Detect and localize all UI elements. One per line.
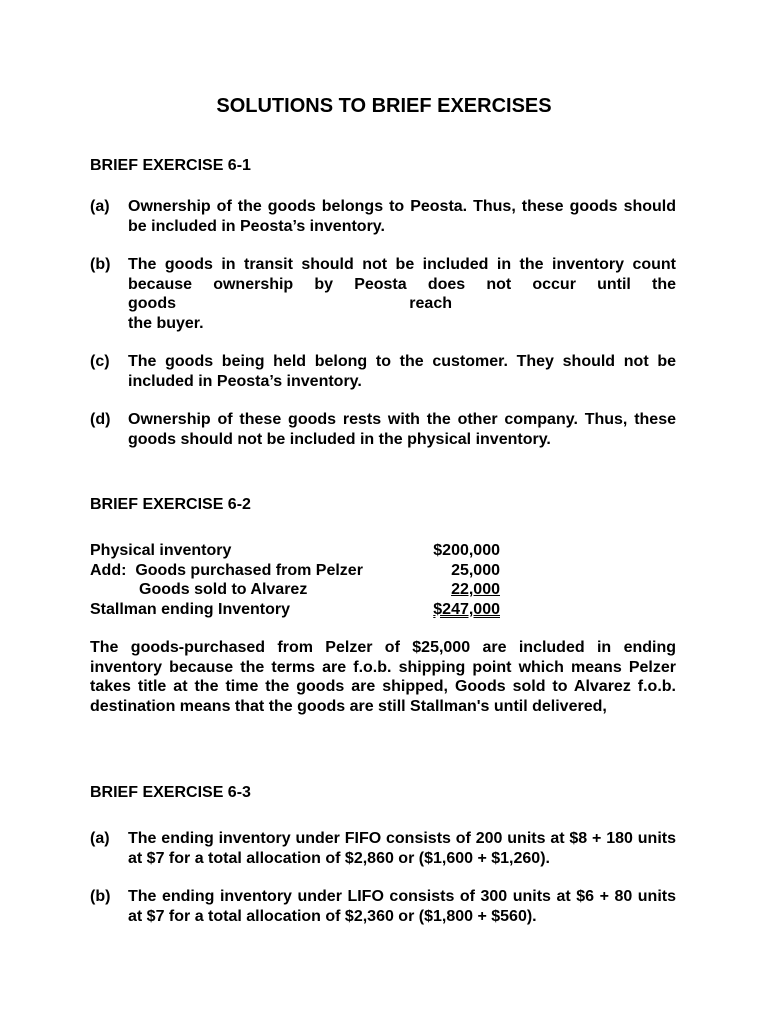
- item-text: The ending inventory under FIFO consists of 200 units at $8 + 180 units at $7 for a total allocation of $2,860 or ($1,600 + $1,260).: [128, 830, 676, 867]
- table-row: [90, 541, 500, 561]
- item-text: Ownership of these goods rests with the other company. Thus, these goods should not be included in the physical inventory.: [128, 411, 676, 448]
- exercise-6-3-heading: BRIEF EXERCISE 6-3: [90, 784, 251, 801]
- exercise-6-1-item-d: [90, 410, 676, 449]
- exercise-6-1-item-a: [90, 197, 676, 236]
- table-row: [90, 600, 500, 620]
- item-label: (b): [90, 256, 111, 273]
- row-amount: $200,000: [433, 542, 500, 559]
- item-text-wrap: [128, 255, 676, 333]
- exercise-6-2-heading: BRIEF EXERCISE 6-2: [90, 496, 251, 513]
- exercise-6-1-item-c: [90, 352, 676, 391]
- item-text: The ending inventory under LIFO consists of 300 units at $6 + 80 units at $7 for a total allocation of $2,360 or ($1,800 + $560).: [128, 888, 676, 925]
- page-title: SOLUTIONS TO BRIEF EXERCISES: [216, 95, 552, 117]
- item-text-continued: the buyer.: [128, 314, 204, 332]
- exercise-6-2-explanation: The goods-purchased from Pelzer of $25,000 are included in ending inventory because the terms are f.o.b. shipping point which means Pelzer takes title at the time the goods are shipped, Goods sold to Alvarez f.o.b. destination means that the goods are still Stallman's until delivered,: [90, 639, 676, 715]
- exercise-6-3-item-a: [90, 829, 676, 868]
- table-row: [90, 580, 500, 600]
- inventory-table: [90, 541, 500, 619]
- row-label: Stallman ending Inventory: [90, 600, 291, 618]
- row-amount: [390, 600, 500, 620]
- table-row: [90, 561, 500, 581]
- item-label: (a): [90, 830, 110, 847]
- double-underlined-amount: $247,000: [433, 600, 500, 618]
- item-text-tail: goods reach: [128, 295, 452, 312]
- row-amount: 25,000: [451, 561, 500, 579]
- row-label: Physical inventory: [90, 542, 232, 559]
- row-amount: [390, 580, 500, 600]
- item-text: The goods in transit should not be included in the inventory count because ownership by Peosta does not occur until the goods reach: [128, 256, 676, 312]
- exercise-6-1-heading: BRIEF EXERCISE 6-1: [90, 157, 251, 174]
- row-label: Goods sold to Alvarez: [139, 581, 308, 598]
- item-text: The goods being held belong to the customer. They should not be included in Peosta’s inventory.: [128, 353, 676, 390]
- item-label: (d): [90, 411, 111, 428]
- item-label: (a): [90, 198, 110, 215]
- exercise-6-3-item-b: [90, 887, 676, 926]
- row-label: Add: Goods purchased from Pelzer: [90, 561, 363, 579]
- item-text: Ownership of the goods belongs to Peosta. Thus, these goods should be included in Peosta’s inventory.: [128, 198, 676, 235]
- underlined-amount: 22,000: [451, 581, 500, 598]
- item-label: (c): [90, 353, 110, 370]
- exercise-6-1-item-b-main: [90, 255, 676, 333]
- item-label: (b): [90, 888, 111, 905]
